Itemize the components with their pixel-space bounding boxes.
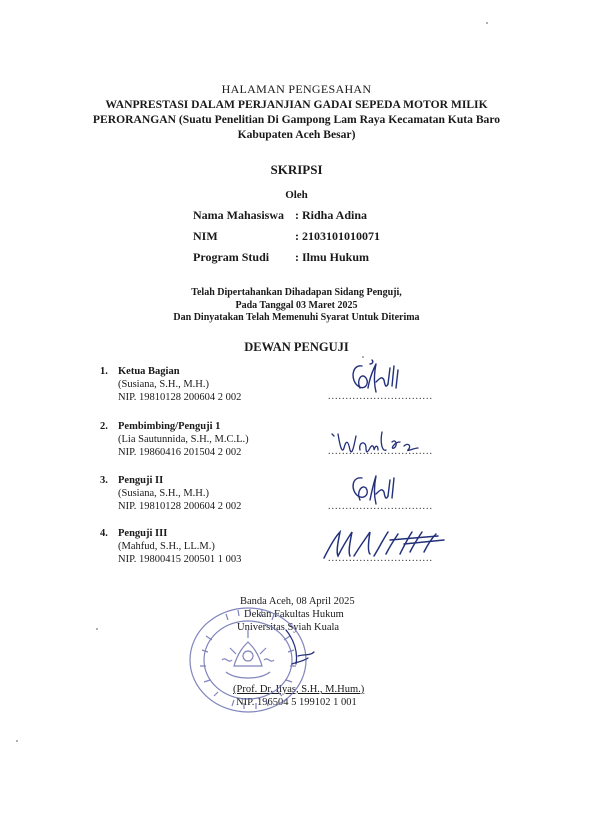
dean-nip: NIP. 196504 5 199102 1 001 xyxy=(236,697,357,708)
examiner-2-name: (Lia Sautunnida, S.H., M.C.L.) xyxy=(118,434,249,445)
examiner-3-role: Penguji II xyxy=(118,475,164,486)
thesis-title xyxy=(0,97,593,142)
examiner-1-signature xyxy=(348,358,408,402)
scan-speck xyxy=(362,356,364,358)
student-info xyxy=(193,208,380,271)
examiner-2-signature-line: .............................. xyxy=(328,446,433,457)
student-program-label: Program Studi xyxy=(193,250,270,264)
student-nim-row xyxy=(193,229,380,250)
student-name-label: Nama Mahasiswa xyxy=(193,208,285,222)
scan-speck xyxy=(486,22,488,24)
defense-statement xyxy=(0,287,593,325)
board-title: DEWAN PENGUJI xyxy=(244,340,349,354)
examiner-1-role: Ketua Bagian xyxy=(118,366,180,377)
examiner-3-nip: NIP. 19810128 200604 2 002 xyxy=(118,501,242,512)
student-name-row xyxy=(193,208,380,229)
student-program-value: : Ilmu Hukum xyxy=(295,250,370,264)
student-name-value: : Ridha Adina xyxy=(295,208,368,222)
examiner-2-signature xyxy=(330,428,430,460)
defense-line-3: Dan Dinyatakan Telah Memenuhi Syarat Untuk Diterima xyxy=(173,312,420,323)
dean-position: Dekan Fakultas Hukum xyxy=(244,609,344,620)
thesis-title-line-3: Kabupaten Aceh Besar) xyxy=(237,128,356,141)
examiner-1-signature-line: .............................. xyxy=(328,391,433,402)
examiner-2-nip: NIP. 19860416 201504 2 002 xyxy=(118,447,242,458)
examiner-2-role: Pembimbing/Penguji 1 xyxy=(118,421,221,432)
examiner-4-name: (Mahfud, S.H., LL.M.) xyxy=(118,541,215,552)
by-label: Oleh xyxy=(285,189,308,201)
scan-speck xyxy=(16,740,18,742)
place-date: Banda Aceh, 08 April 2025 xyxy=(240,596,355,607)
examiner-2-number: 2. xyxy=(100,421,108,432)
examiner-3-name: (Susiana, S.H., M.H.) xyxy=(118,488,209,499)
student-program-row xyxy=(193,250,380,271)
thesis-title-line-2: PERORANGAN (Suatu Penelitian Di Gampong Lam Raya Kecamatan Kuta Baro xyxy=(92,113,501,126)
examiner-3-number: 3. xyxy=(100,475,108,486)
document-type: SKRIPSI xyxy=(270,162,323,177)
student-nim-label: NIM xyxy=(193,229,218,243)
examiner-4-number: 4. xyxy=(100,528,108,539)
student-nim-value: : 2103101010071 xyxy=(295,229,380,243)
scan-speck xyxy=(96,628,98,630)
university-stamp xyxy=(186,600,316,720)
examiner-4-signature-line: .............................. xyxy=(328,553,433,564)
examiner-4-role: Penguji III xyxy=(118,528,168,539)
examiner-4-nip: NIP. 19800415 200501 1 003 xyxy=(118,554,242,565)
examiner-1-nip: NIP. 19810128 200604 2 002 xyxy=(118,392,242,403)
defense-line-2: Pada Tanggal 03 Maret 2025 xyxy=(235,299,358,311)
defense-line-1: Telah Dipertahankan Dihadapan Sidang Penguji, xyxy=(191,287,402,298)
examiner-1-name: (Susiana, S.H., M.H.) xyxy=(118,379,209,390)
thesis-title-line-1: WANPRESTASI DALAM PERJANJIAN GADAI SEPEDA MOTOR MILIK xyxy=(105,98,488,111)
examiner-3-signature xyxy=(348,472,408,512)
institution-name: Universitas Syiah Kuala xyxy=(237,622,340,633)
examiner-1-number: 1. xyxy=(100,366,108,377)
dean-name: (Prof. Dr. Ilyas, S.H., M.Hum.) xyxy=(233,684,365,695)
examiner-4-signature xyxy=(320,526,450,566)
examiner-3-signature-line: .............................. xyxy=(328,501,433,512)
page-heading: HALAMAN PENGESAHAN xyxy=(221,82,372,96)
